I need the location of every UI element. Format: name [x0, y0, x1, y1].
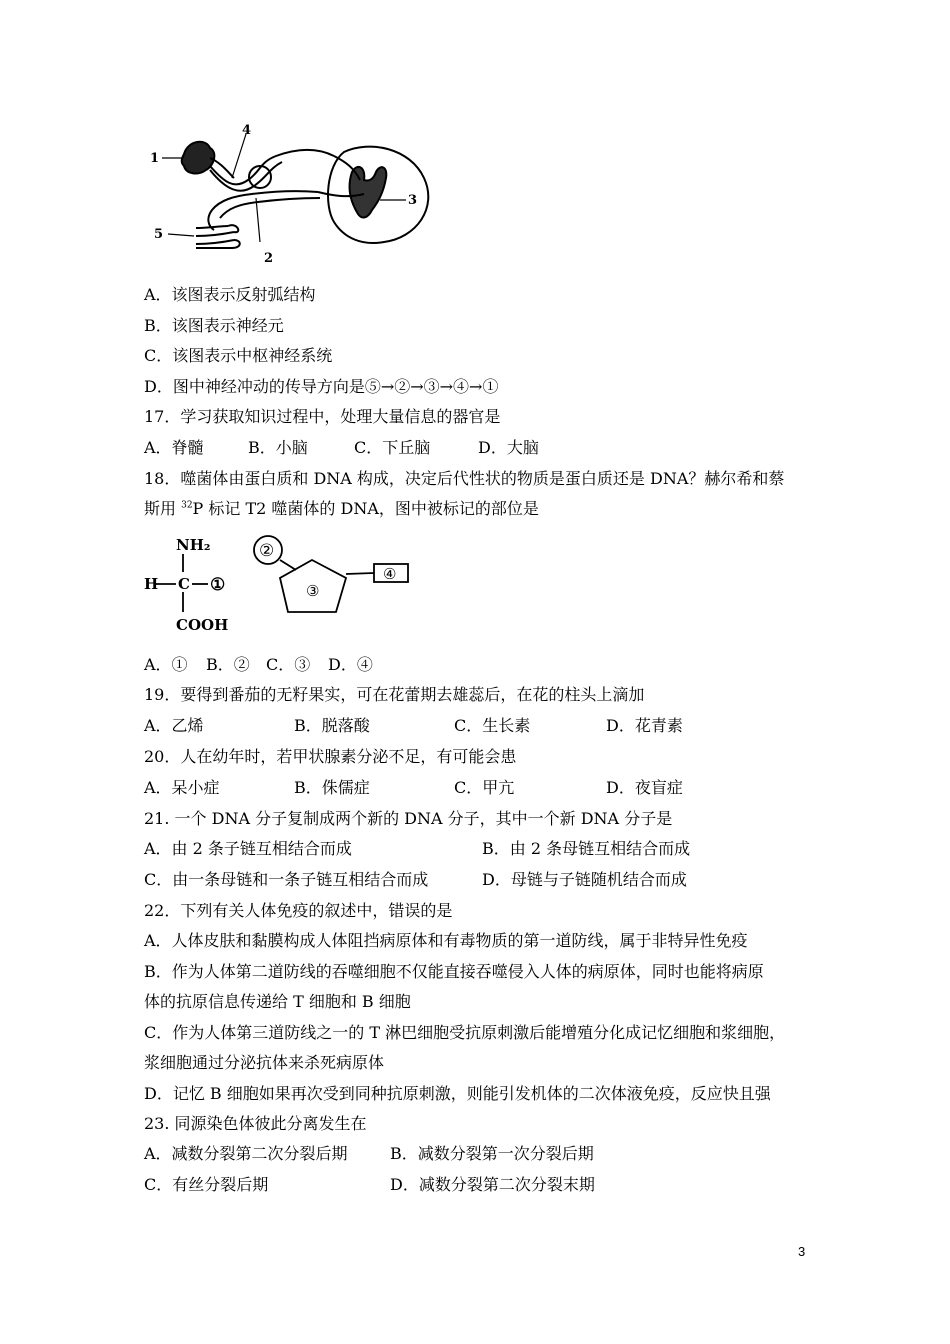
- q18-stem-line2: [144, 498, 539, 520]
- reflex-label-1: 1: [150, 151, 160, 166]
- molecule-diagram: [140, 532, 430, 636]
- q22-option-a: A．人体皮肤和黏膜构成人体阻挡病原体和有毒物质的第一道防线，属于非特异性免疫: [144, 931, 748, 950]
- mark-2: ②: [259, 541, 275, 561]
- q19-option-a: A．乙烯: [144, 716, 204, 735]
- reflex-label-3: 3: [408, 193, 418, 208]
- q20-option-d: D．夜盲症: [606, 778, 683, 797]
- q21-stem: 21. 一个 DNA 分子复制成两个新的 DNA 分子，其中一个新 DNA 分子是: [144, 809, 673, 828]
- reflex-label-5: 5: [154, 227, 164, 242]
- q18-stem-post: P 标记 T2 噬菌体的 DNA，图中被标记的部位是: [192, 499, 539, 518]
- amino-nh2: NH₂: [176, 536, 211, 554]
- q17-option-b: B．小脑: [248, 438, 308, 457]
- q22-option-c: C．作为人体第三道防线之一的 T 淋巴细胞受抗原刺激后能增殖分化成记忆细胞和浆细胞，: [144, 1023, 786, 1042]
- reflex-label-2: 2: [264, 251, 274, 266]
- q19-options: [144, 715, 784, 737]
- q22-option-b: B．作为人体第二道防线的吞噬细胞不仅能直接吞噬侵入人体的病原体，同时也能将病原: [144, 962, 764, 981]
- q16-option-d: D．图中神经冲动的传导方向是⑤→②→③→④→①: [144, 377, 499, 396]
- q23-option-a: A．减数分裂第二次分裂后期: [144, 1144, 348, 1163]
- q18-option-a: A．①: [144, 655, 188, 674]
- q16-option-b: B．该图表示神经元: [144, 316, 284, 335]
- q17-options: [144, 437, 744, 459]
- mark-1: ①: [210, 575, 226, 595]
- q20-options: [144, 777, 784, 799]
- q23-option-b: B．减数分裂第一次分裂后期: [390, 1144, 594, 1163]
- q17-option-d: D．大脑: [478, 438, 539, 457]
- amino-c: C: [178, 575, 190, 593]
- q21-option-b: B．由 2 条母链互相结合而成: [482, 839, 691, 858]
- q22-option-b-cont: 体的抗原信息传递给 T 细胞和 B 细胞: [144, 992, 411, 1011]
- q23-option-d: D．减数分裂第二次分裂末期: [390, 1175, 595, 1194]
- q17-stem: 17．学习获取知识过程中，处理大量信息的器官是: [144, 407, 501, 426]
- q18-option-c: C．③: [266, 655, 311, 674]
- q21-option-a: A．由 2 条子链互相结合而成: [144, 839, 352, 858]
- mark-4: ④: [383, 565, 397, 583]
- q23-options-row2: [144, 1174, 784, 1196]
- q18-options: [144, 654, 544, 676]
- mark-3: ③: [306, 582, 320, 600]
- q21-options-row1: [144, 838, 784, 860]
- q18-option-d: D．④: [328, 655, 373, 674]
- q18-isotope-superscript: 32: [181, 500, 193, 511]
- q22-option-d: D．记忆 B 细胞如果再次受到同种抗原刺激，则能引发机体的二次体液免疫，反应快且强: [144, 1084, 771, 1103]
- q16-option-c: C．该图表示中枢神经系统: [144, 346, 333, 365]
- q18-stem-line1: 18．噬菌体由蛋白质和 DNA 构成，决定后代性状的物质是蛋白质还是 DNA？赫尔希和蔡: [144, 469, 785, 488]
- q16-option-a: A．该图表示反射弧结构: [144, 285, 316, 304]
- q22-option-c-cont: 浆细胞通过分泌抗体来杀死病原体: [144, 1053, 385, 1072]
- page-number: 3: [798, 1244, 806, 1259]
- q19-option-c: C．生长素: [454, 716, 531, 735]
- q22-stem: 22．下列有关人体免疫的叙述中，错误的是: [144, 901, 453, 920]
- q20-stem: 20．人在幼年时，若甲状腺素分泌不足，有可能会患: [144, 747, 517, 766]
- q17-option-a: A．脊髓: [144, 438, 204, 457]
- amino-cooh: COOH: [176, 616, 229, 634]
- q19-option-b: B．脱落酸: [294, 716, 370, 735]
- q17-option-c: C．下丘脑: [354, 438, 431, 457]
- q23-options-row1: [144, 1143, 784, 1165]
- q18-option-b: B．②: [206, 655, 250, 674]
- q19-option-d: D．花青素: [606, 716, 683, 735]
- q18-stem-pre: 斯用: [144, 499, 182, 518]
- amino-h: H: [144, 575, 159, 593]
- q21-options-row2: [144, 869, 784, 891]
- reflex-arc-diagram: [148, 122, 438, 270]
- q20-option-b: B．侏儒症: [294, 778, 370, 797]
- q20-option-c: C．甲亢: [454, 778, 515, 797]
- q23-option-c: C．有丝分裂后期: [144, 1175, 269, 1194]
- q21-option-c: C．由一条母链和一条子链互相结合而成: [144, 870, 429, 889]
- q21-option-d: D．母链与子链随机结合而成: [482, 870, 687, 889]
- reflex-label-4: 4: [242, 123, 252, 138]
- q23-stem: 23. 同源染色体彼此分离发生在: [144, 1114, 367, 1133]
- q19-stem: 19．要得到番茄的无籽果实，可在花蕾期去雄蕊后，在花的柱头上滴加: [144, 685, 645, 704]
- q20-option-a: A．呆小症: [144, 778, 220, 797]
